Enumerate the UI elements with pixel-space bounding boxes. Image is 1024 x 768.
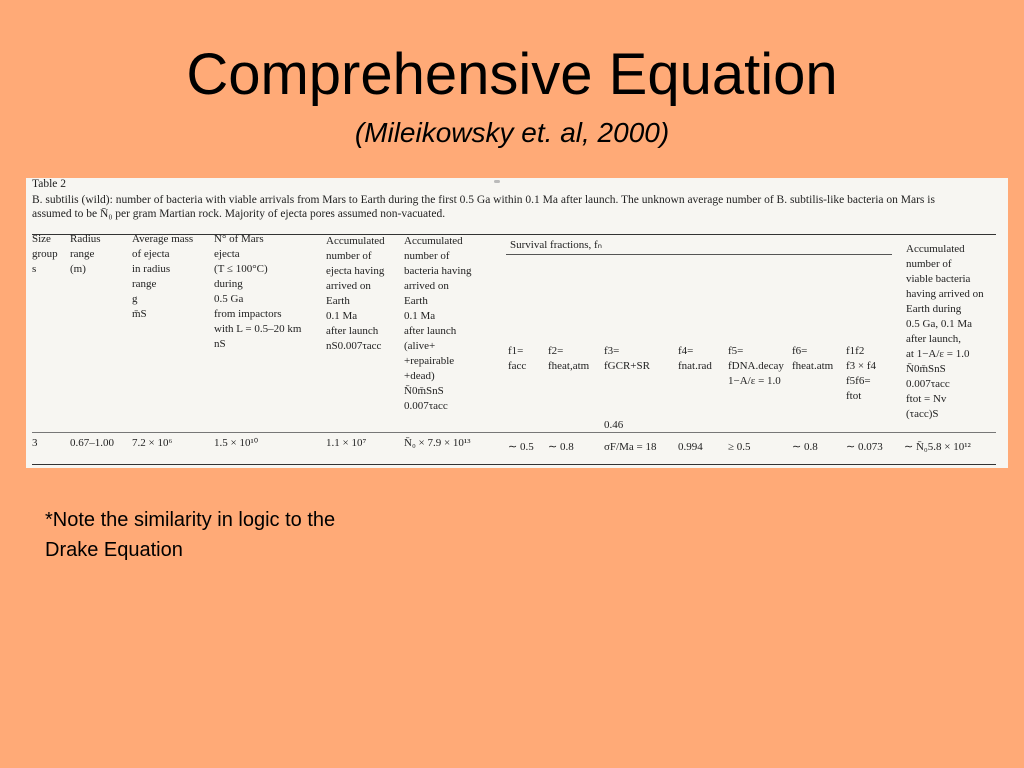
row-accumulated-bacteria: N̄₀ × 7.9 × 10¹³ [404,437,471,449]
header-radius-range: Radius range (m) [70,233,101,275]
note-text [45,505,445,565]
caption-line-2: assumed to be N̄₀ per gram Martian rock. Majority of ejecta pores assumed non-vacuated. [32,208,446,220]
row-f6: ∼ 0.8 [792,441,818,453]
header-f2: f2= fheat,atm [548,345,590,372]
note-line-2: Drake Equation [45,539,183,561]
header-viable-bacteria: Accumulated number of viable bacteria having arrived on Earth during 0.5 Ga, 0.1 Ma after launch, at 1−A/ε = 1.0 N̄0m̄SnS 0.007τacc ftot = Nv (τacc)S [906,243,984,420]
header-accumulated-bacteria: Accumulated number of bacteria having arrived on Earth 0.1 Ma after launch (alive+ +repairable +dead) N̄0m̄SnS 0.007τacc [404,235,472,412]
header-average-mass: Average mass of ejecta in radius range g m̄S [132,233,194,320]
row-mars-ejecta: 1.5 × 10¹⁰ [214,437,259,449]
row-f1: ∼ 0.5 [508,441,534,453]
scan-mark [494,180,500,183]
caption-line-1: B. subtilis (wild): number of bacteria with viable arrivals from Mars to Earth during the first 0.5 Ga within 0.1 Ma after launch. The unknown average number of B. subtilis-like bacteria on Mars is [32,194,935,206]
header-f6: f6= fheat.atm [792,345,834,372]
row-viable: ∼ N̄₀5.8 × 10¹² [904,441,971,453]
header-bottom-rule [32,432,996,433]
table-figure [26,178,1008,468]
table-label: Table 2 [32,178,67,190]
header-mars-ejecta: N° of Mars ejecta (T ≤ 100°C) during 0.5 Ga from impactors with L = 0.5–20 km nS [214,233,302,350]
row-average-mass: 7.2 × 10⁶ [132,437,173,449]
row-f5: ≥ 0.5 [728,441,751,453]
header-accumulated-ejecta: Accumulated number of ejecta having arrived on Earth 0.1 Ma after launch nS0.007τacc [326,235,385,352]
f3-extra-value: 0.46 [604,419,624,431]
header-survival-fractions: Survival fractions, fₙ [510,239,603,251]
header-f3: f3= fGCR+SR [604,345,650,372]
note-line-1: *Note the similarity in logic to the [45,509,336,531]
row-f4: 0.994 [678,441,703,453]
table-bottom-rule [32,464,996,465]
row-accumulated-ejecta: 1.1 × 10⁷ [326,437,367,449]
slide-subtitle: (Mileikowsky et. al, 2000) [354,117,670,148]
header-f1: f1= facc [508,345,527,372]
row-size-group: 3 [32,437,38,449]
row-f2: ∼ 0.8 [548,441,574,453]
header-f5: f5= fDNA.decay 1−A/ε = 1.0 [728,345,784,387]
row-ftot: ∼ 0.073 [846,441,883,453]
slide-title: Comprehensive Equation [186,42,838,107]
header-ftot: f1f2 f3 × f4 f5f6= ftot [846,345,877,402]
header-f4: f4= fnat.rad [678,345,712,372]
row-f3: σF/Ma = 18 [604,441,657,453]
header-size-group: Size group s [32,233,58,275]
row-radius-range: 0.67–1.00 [70,437,114,449]
survival-rule [506,254,892,255]
table-caption [32,193,997,221]
